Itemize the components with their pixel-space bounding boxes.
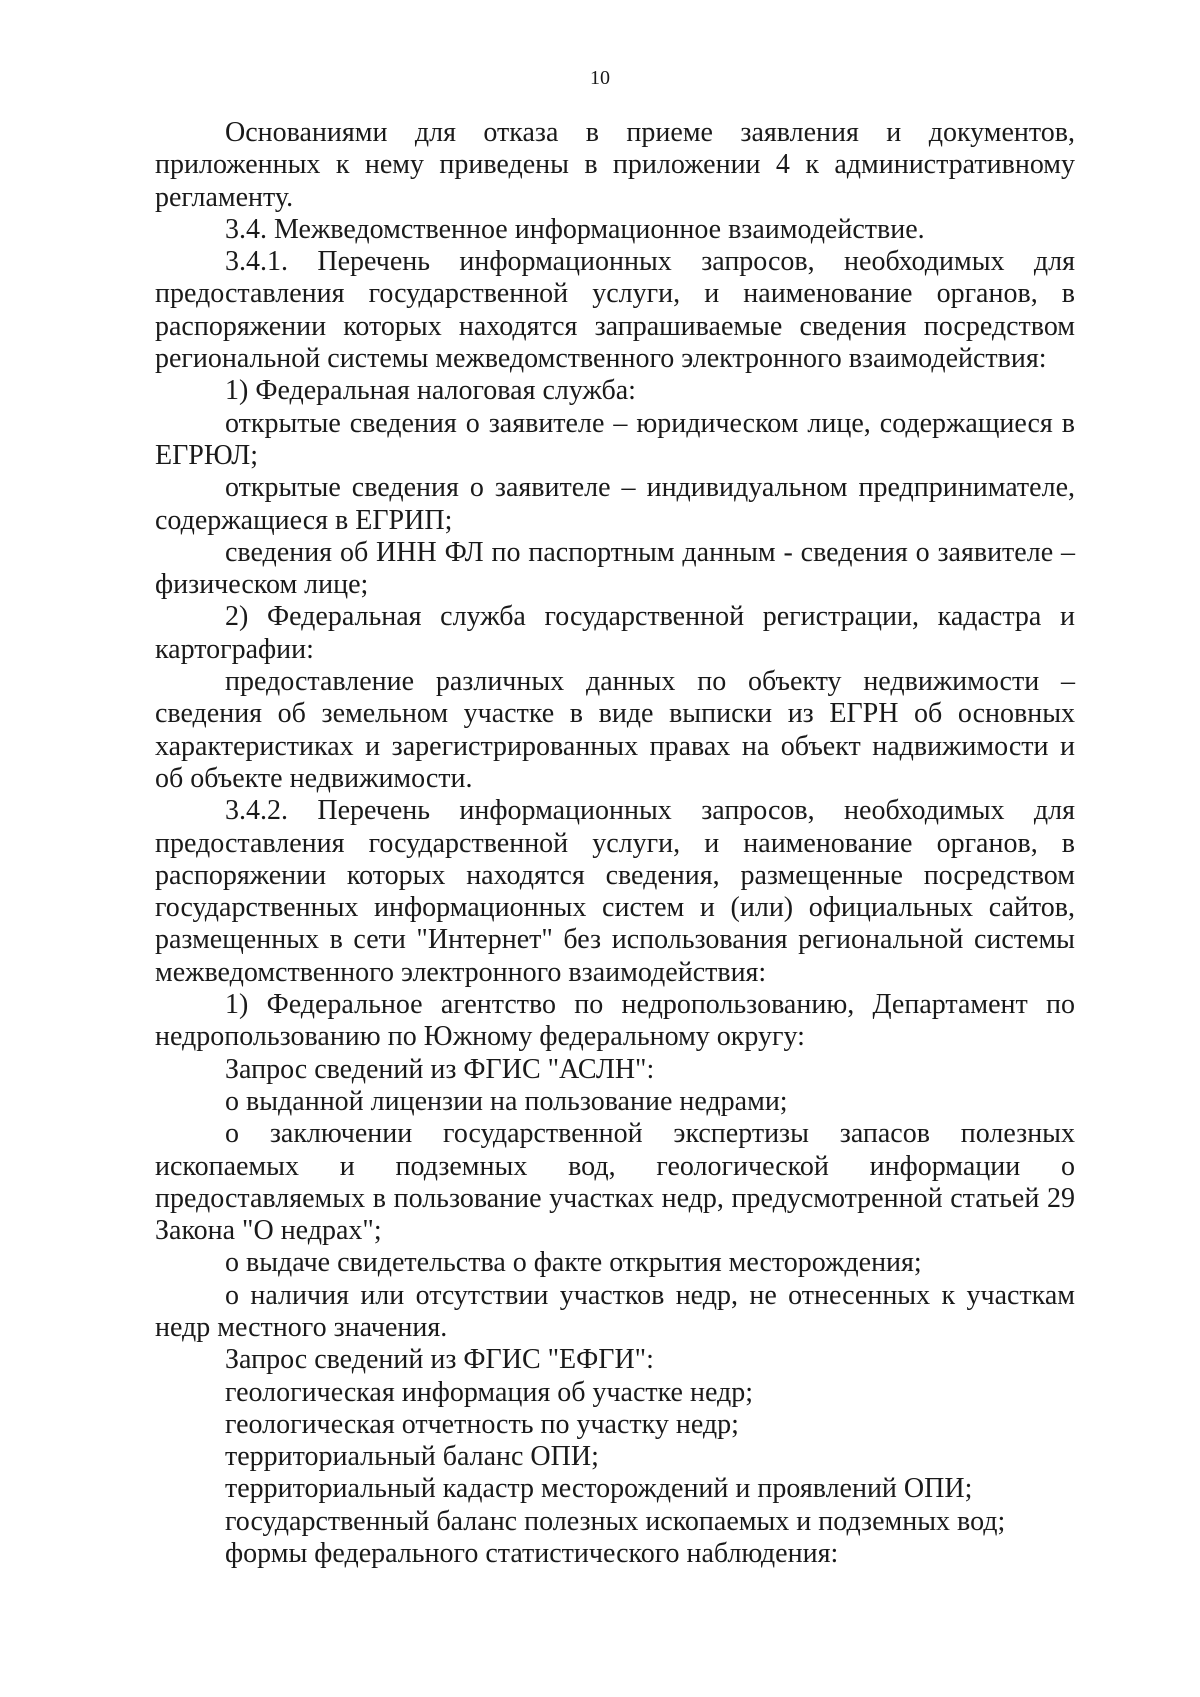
list-item-rosreestr: 2) Федеральная служба государственной регистрации, кадастра и картографии:: [155, 601, 1075, 665]
list-item-egrn: предоставление различных данных по объекту недвижимости – сведения об земельном участке в виде выписки из ЕГРН об основных характеристиках и зарегистрированных правах на объект надвижимости и об объекте недвижимости.: [155, 666, 1075, 794]
page-number: 10: [590, 67, 610, 89]
paragraph-refusal-grounds: Основаниями для отказа в приеме заявления и документов, приложенных к нему приведены в приложении 4 к административному регламенту.: [155, 117, 1075, 213]
paragraph-3-4-2: 3.4.2. Перечень информационных запросов, необходимых для предоставления государственной услуги, и наименование органов, в распоряжении которых находятся сведения, размещенные посредством государственных информационных систем и (или) официальных сайтов, размещенных в сети "Интернет" без использования региональной системы межведомственного электронного взаимодействия:: [155, 795, 1075, 988]
list-item-geo-report: геологическая отчетность по участку недр;: [225, 1408, 739, 1440]
list-item-egrul: открытые сведения о заявителе – юридическом лице, содержащиеся в ЕГРЮЛ;: [155, 407, 1075, 471]
list-item-territorial-balance: территориальный баланс ОПИ;: [225, 1441, 599, 1473]
list-item-egrip: открытые сведения о заявителе – индивидуальном предпринимателе, содержащиеся в ЕГРИП;: [155, 472, 1075, 536]
list-item-statistical-forms: формы федерального статистического наблюдения:: [225, 1538, 839, 1570]
list-item-geo-info: геологическая информация об участке недр;: [225, 1376, 754, 1408]
list-item-local-plots: о наличия или отсутствии участков недр, не отнесенных к участкам недр местного значения.: [155, 1279, 1075, 1343]
list-item-inn: сведения об ИНН ФЛ по паспортным данным - сведения о заявителе – физическом лице;: [155, 536, 1075, 601]
list-item-territorial-cadastre: территориальный кадастр месторождений и проявлений ОПИ;: [225, 1473, 973, 1505]
list-item-expertise: о заключении государственной экспертизы запасов полезных ископаемых и подземных вод, геологической информации о предоставляемых в пользование участках недр, предусмотренной статьей 29 Закона "О недрах";: [155, 1118, 1075, 1247]
list-item-state-balance: государственный баланс полезных ископаемых и подземных вод;: [225, 1505, 1006, 1537]
list-item-rosnedra: 1) Федеральное агентство по недропользованию, Департамент по недропользованию по Южному федеральному округу:: [155, 989, 1075, 1053]
section-heading-3-4: 3.4. Межведомственное информационное взаимодействие.: [225, 213, 925, 245]
list-item-certificate: о выдаче свидетельства о факте открытия месторождения;: [225, 1247, 922, 1279]
list-item-fns: 1) Федеральная налоговая служба:: [225, 375, 636, 407]
list-item-asln-request: Запрос сведений из ФГИС "АСЛН":: [225, 1053, 655, 1085]
paragraph-3-4-1: 3.4.1. Перечень информационных запросов, необходимых для предоставления государственной услуги, и наименование органов, в распоряжении которых находятся запрашиваемые сведения посредством региональной системы межведомственного электронного взаимодействия:: [155, 246, 1075, 375]
list-item-efgi-request: Запрос сведений из ФГИС "ЕФГИ":: [225, 1344, 654, 1376]
document-body: [155, 117, 1075, 1570]
list-item-license: о выданной лицензии на пользование недрами;: [225, 1085, 788, 1117]
